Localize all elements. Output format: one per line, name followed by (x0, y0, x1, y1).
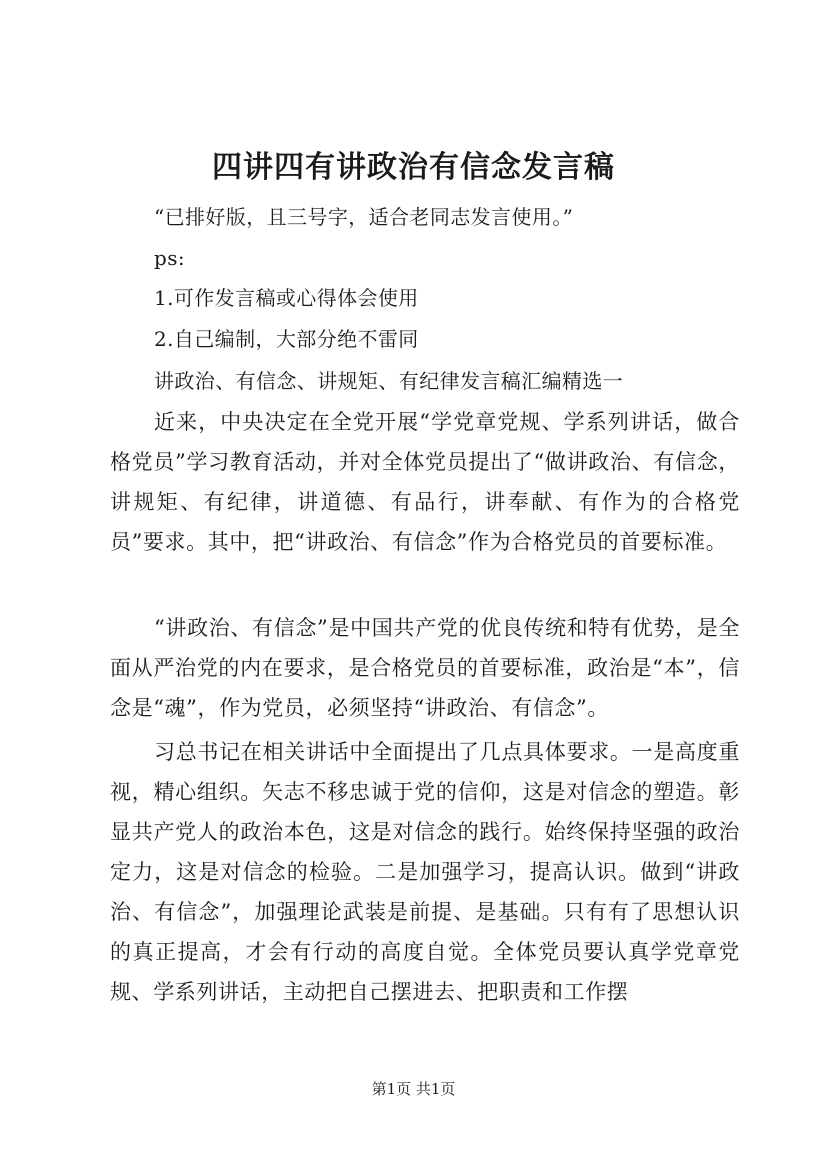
ps-label: ps: (154, 246, 186, 270)
intro-note: “已排好版，且三号字，适合老同志发言使用。” (154, 205, 574, 229)
body-paragraph-3: 习总书记在相关讲话中全面提出了几点具体要求。一是高度重视，精心组织。矢志不移忠诚于党的信仰，这是对信念的塑造。彰显共产党人的政治本色，这是对信念的践行。始终保持坚强的政治定力，这是对信念的检验。二是加强学习，提高认识。做到“讲政治、有信念”，加强理论武装是前提、是基础。只有有了思想认识的真正提高，才会有行动的高度自觉。全体党员要认真学党章党规、学系列讲话，主动把自己摆进去、把职责和工作摆 (110, 740, 740, 1004)
document-title: 四讲四有讲政治有信念发言稿 (212, 150, 615, 185)
body-paragraph-2: “讲政治、有信念”是中国共产党的优良传统和特有优势，是全面从严治党的内在要求，是合格党员的首要标准，政治是“本”，信念是“魂”，作为党员，必须坚持“讲政治、有信念”。 (110, 616, 740, 720)
section-heading: 讲政治、有信念、讲规矩、有纪律发言稿汇编精选一 (154, 369, 624, 393)
page-footer: 第1页 共1页 (371, 1080, 456, 1098)
body-paragraph-1: 近来，中央决定在全党开展“学党章党规、学系列讲话，做合格党员”学习教育活动，并对全体党员提出了“做讲政治、有信念，讲规矩、有纪律，讲道德、有品行，讲奉献、有作为的合格党员”要求。其中，把“讲政治、有信念”作为合格党员的首要标准。 (110, 410, 740, 554)
ps-item-1: 1.可作发言稿或心得体会使用 (154, 286, 419, 310)
ps-item-2: 2.自己编制，大部分绝不雷同 (154, 327, 419, 351)
